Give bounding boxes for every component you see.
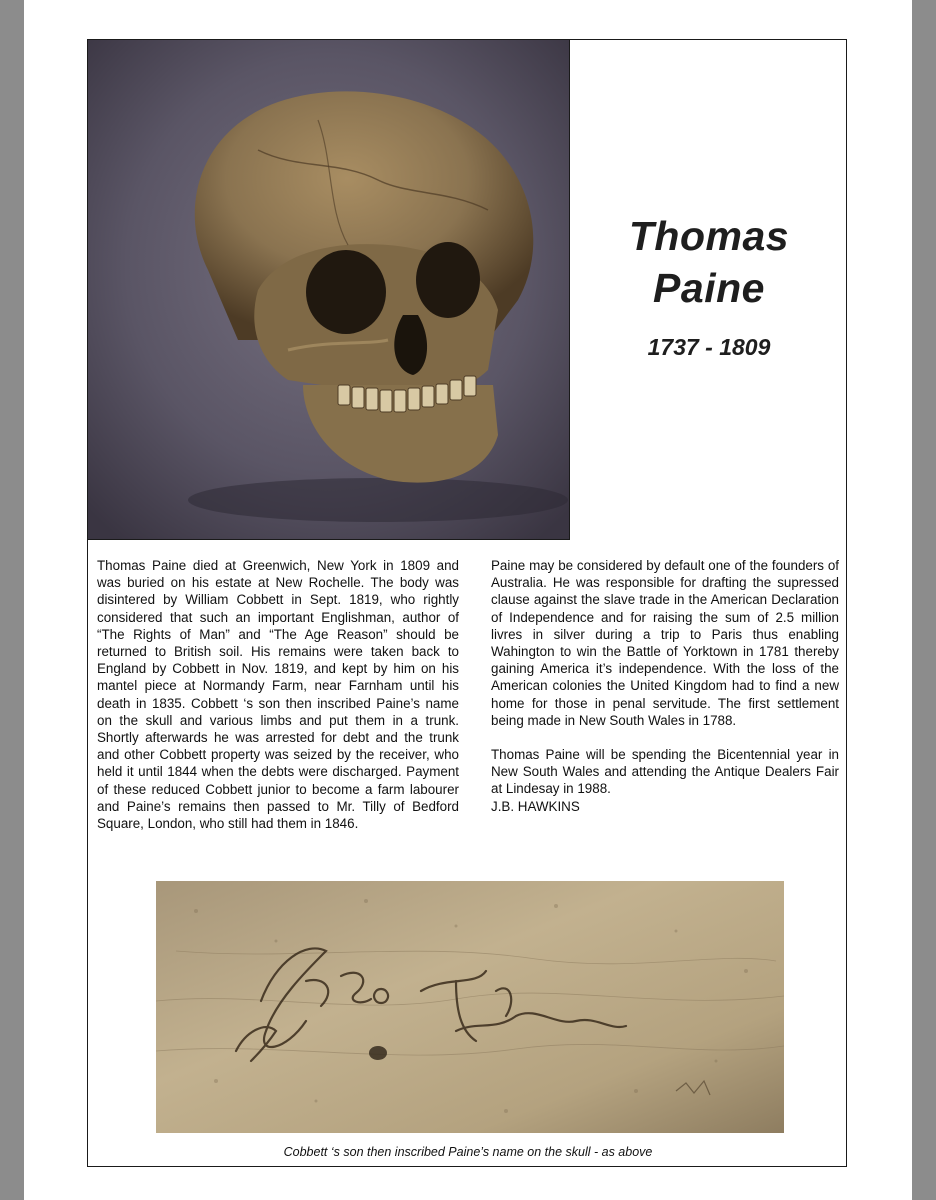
page bbox=[24, 0, 912, 1200]
article-left-column bbox=[97, 557, 459, 832]
skull-photo bbox=[88, 40, 570, 540]
bicentennial-text: Thomas Paine will be spending the Bicentennial year in New South Wales and attending the Antique Dealers Fair at Lindesay in 1988. bbox=[491, 747, 839, 797]
article-frame bbox=[87, 39, 847, 1167]
title-block bbox=[570, 210, 848, 362]
title-first-name: Thomas bbox=[628, 213, 790, 259]
inscription-illustration bbox=[156, 881, 784, 1133]
skull-illustration bbox=[88, 40, 570, 540]
right-paragraph-bicentennial bbox=[491, 746, 839, 815]
title-last-name: Paine bbox=[653, 265, 765, 311]
inscription-caption: Cobbett ‘s son then inscribed Paine’s name on the skull - as above bbox=[283, 1145, 653, 1159]
right-paragraph-founders: Paine may be considered by default one of the founders of Australia. He was responsible for drafting the supressed clause against the slave trade in the American Declaration of Independence and for raising the sum of 2.5 million livres in silver during a trip to Paris thus enabling Wahington to win the Battle of Yorktown in 1781 thereby gaining America it’s independence. With the loss of the American colonies the United Kingdom had to find a new home for those in penal servitude. The first settlement being made in New South Wales in 1788. bbox=[491, 558, 839, 728]
left-paragraph: Thomas Paine died at Greenwich, New York in 1809 and was buried on his estate at New Rochelle. The body was disintered by William Cobbett in Sept. 1819, who rightly considered that such an important Englishman, author of “The Rights of Man” and “The Age Reason” should be returned to British soil. His remains were taken back to England by Cobbett in Nov. 1819, and kept by him on his mantel piece at Normandy Farm, near Farnham until his death in 1835. Cobbett ‘s son then inscribed Paine’s name on the skull and various limbs and put them in a trunk. Shortly afterwards he was arrested for debt and the trunk and other Cobbett property was seized by the receiver, who held it until 1844 when the debts were discharged. Payment of these reduced Cobbett junior to become a farm labourer and Paine’s remains then passed to Mr. Tilly of Bedford Square, London, who still had them in 1846. bbox=[97, 558, 459, 832]
life-years: 1737 - 1809 bbox=[647, 334, 771, 360]
article-right-column bbox=[491, 557, 839, 815]
inscription-closeup-photo bbox=[156, 881, 784, 1133]
author-signature: J.B. HAWKINS bbox=[491, 798, 580, 814]
